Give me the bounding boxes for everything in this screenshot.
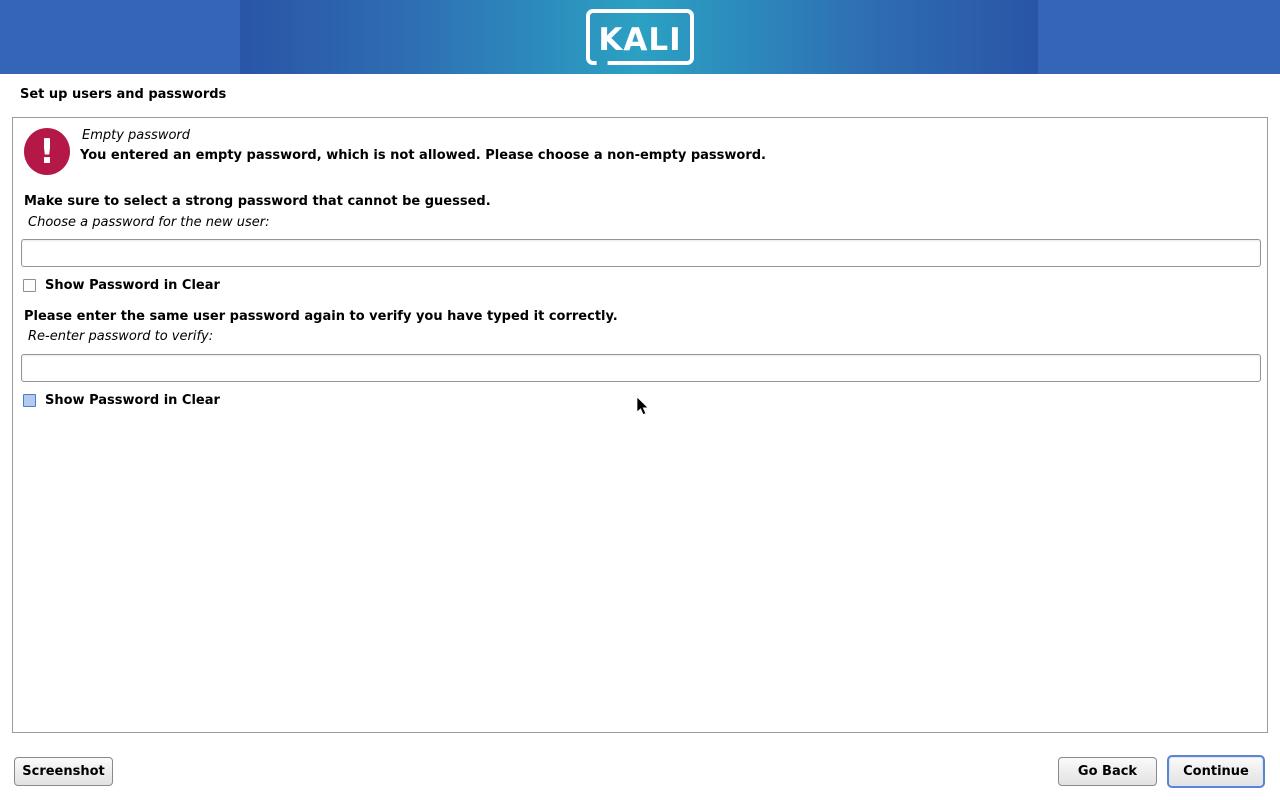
installer-banner	[0, 0, 1280, 74]
show-password-checkbox-1[interactable]	[23, 279, 36, 292]
error-message: You entered an empty password, which is not allowed. Please choose a non-empty password.	[80, 148, 766, 163]
show-password-checkbox-row-1[interactable]	[23, 278, 220, 293]
show-password-label-1: Show Password in Clear	[45, 278, 220, 293]
show-password-label-2: Show Password in Clear	[45, 393, 220, 408]
password-input[interactable]	[21, 239, 1261, 267]
verify-password-heading: Please enter the same user password again to verify you have typed it correctly.	[24, 309, 618, 324]
screenshot-button[interactable]: Screenshot	[14, 757, 113, 786]
error-title: Empty password	[82, 128, 190, 143]
continue-button[interactable]: Continue	[1167, 755, 1265, 788]
page-title: Set up users and passwords	[20, 87, 227, 102]
kali-logo-icon	[585, 8, 695, 66]
kali-logo-text: KALI	[598, 22, 682, 58]
password-field-label: Choose a password for the new user:	[28, 215, 270, 230]
main-content-frame	[12, 117, 1268, 733]
error-exclamation-icon: !	[24, 128, 70, 175]
show-password-checkbox-2[interactable]	[23, 394, 36, 407]
password-strength-heading: Make sure to select a strong password that cannot be guessed.	[24, 194, 491, 209]
go-back-button[interactable]: Go Back	[1058, 757, 1157, 786]
verify-field-label: Re-enter password to verify:	[28, 329, 214, 344]
verify-password-input[interactable]	[21, 354, 1261, 382]
show-password-checkbox-row-2[interactable]	[23, 393, 220, 408]
